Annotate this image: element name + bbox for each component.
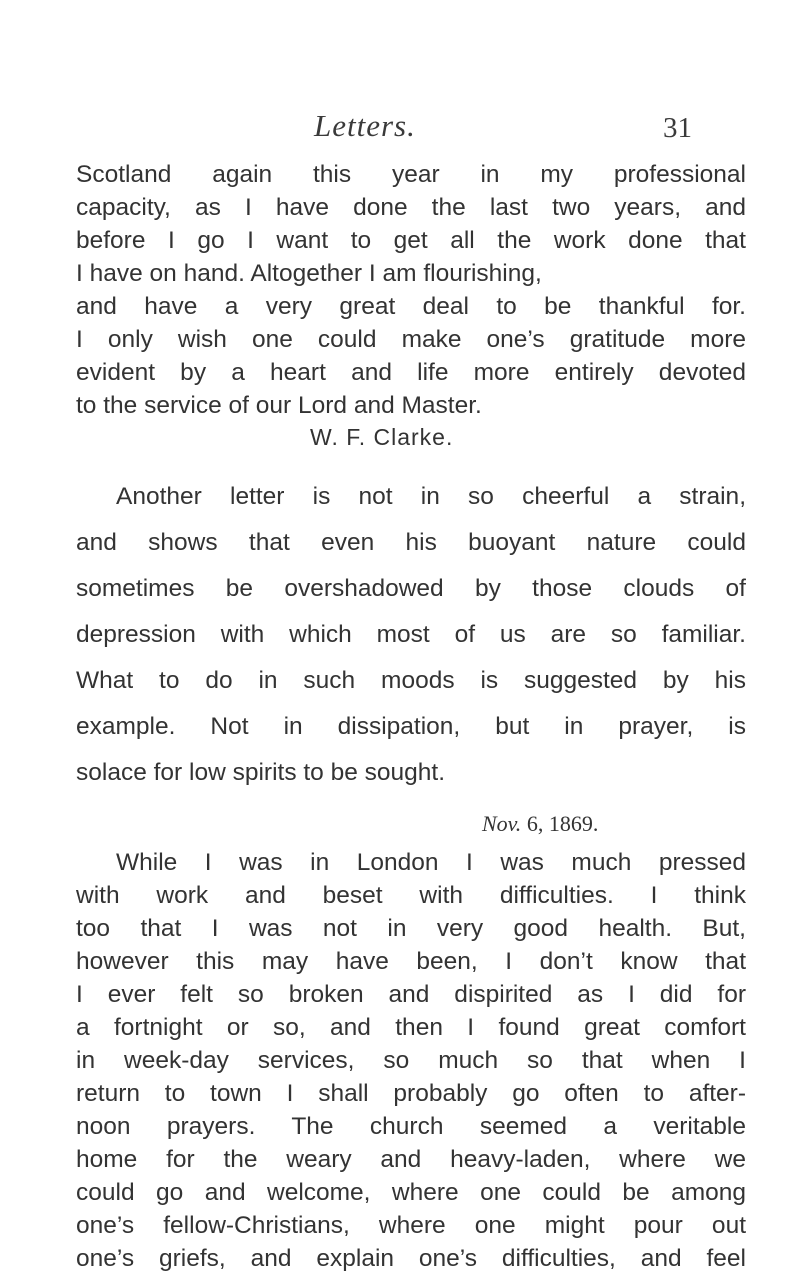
- page-number: 31: [663, 112, 692, 144]
- text-line: one’s fellow-Christians, where one might pour out: [76, 1212, 746, 1239]
- text-line: example. Not in dissipation, but in prayer, is: [76, 713, 746, 740]
- text-line: noon prayers. The church seemed a veritable: [76, 1113, 746, 1140]
- text-line: I have on hand. Altogether I am flourishing,: [76, 260, 542, 287]
- text-line: and shows that even his buoyant nature could: [76, 529, 746, 556]
- text-line: While I was in London I was much pressed: [116, 849, 746, 876]
- text-line: evident by a heart and life more entirely devoted: [76, 359, 746, 386]
- text-line: depression with which most of us are so familiar.: [76, 621, 746, 648]
- text-line: too that I was not in very good health. But,: [76, 915, 746, 942]
- text-line: return to town I shall probably go often to after-: [76, 1080, 746, 1107]
- text-line: I only wish one could make one’s gratitude more: [76, 326, 746, 353]
- running-title: Letters.: [314, 108, 416, 143]
- text-line: and have a very great deal to be thankful for.: [76, 293, 746, 320]
- text-line: could go and welcome, where one could be among: [76, 1179, 746, 1206]
- text-line: however this may have been, I don’t know that: [76, 948, 746, 975]
- text-line: What to do in such moods is suggested by his: [76, 667, 746, 694]
- date-day-year: 6, 1869.: [526, 811, 599, 836]
- text-line: sometimes be overshadowed by those clouds of: [76, 575, 746, 602]
- text-line: in week-day services, so much so that when I: [76, 1047, 746, 1074]
- text-line: capacity, as I have done the last two years, and: [76, 194, 746, 221]
- text-line: to the service of our Lord and Master.: [76, 392, 482, 419]
- text-line: before I go I want to get all the work done that: [76, 227, 746, 254]
- letter-date: [482, 811, 598, 837]
- text-line: with work and beset with difficulties. I think: [76, 882, 746, 909]
- running-head: [0, 108, 800, 148]
- date-month: Nov.: [482, 811, 522, 836]
- text-line: I ever felt so broken and dispirited as I did for: [76, 981, 746, 1008]
- text-line: one’s griefs, and explain one’s difficulties, and feel: [76, 1245, 746, 1272]
- text-line: a fortnight or so, and then I found great comfort: [76, 1014, 746, 1041]
- text-line: home for the weary and heavy-laden, where we: [76, 1146, 746, 1173]
- signature: W. F. Clarke.: [310, 424, 454, 450]
- text-line: Another letter is not in so cheerful a strain,: [116, 483, 746, 510]
- text-line: Scotland again this year in my professional: [76, 161, 746, 188]
- text-line: solace for low spirits to be sought.: [76, 759, 446, 786]
